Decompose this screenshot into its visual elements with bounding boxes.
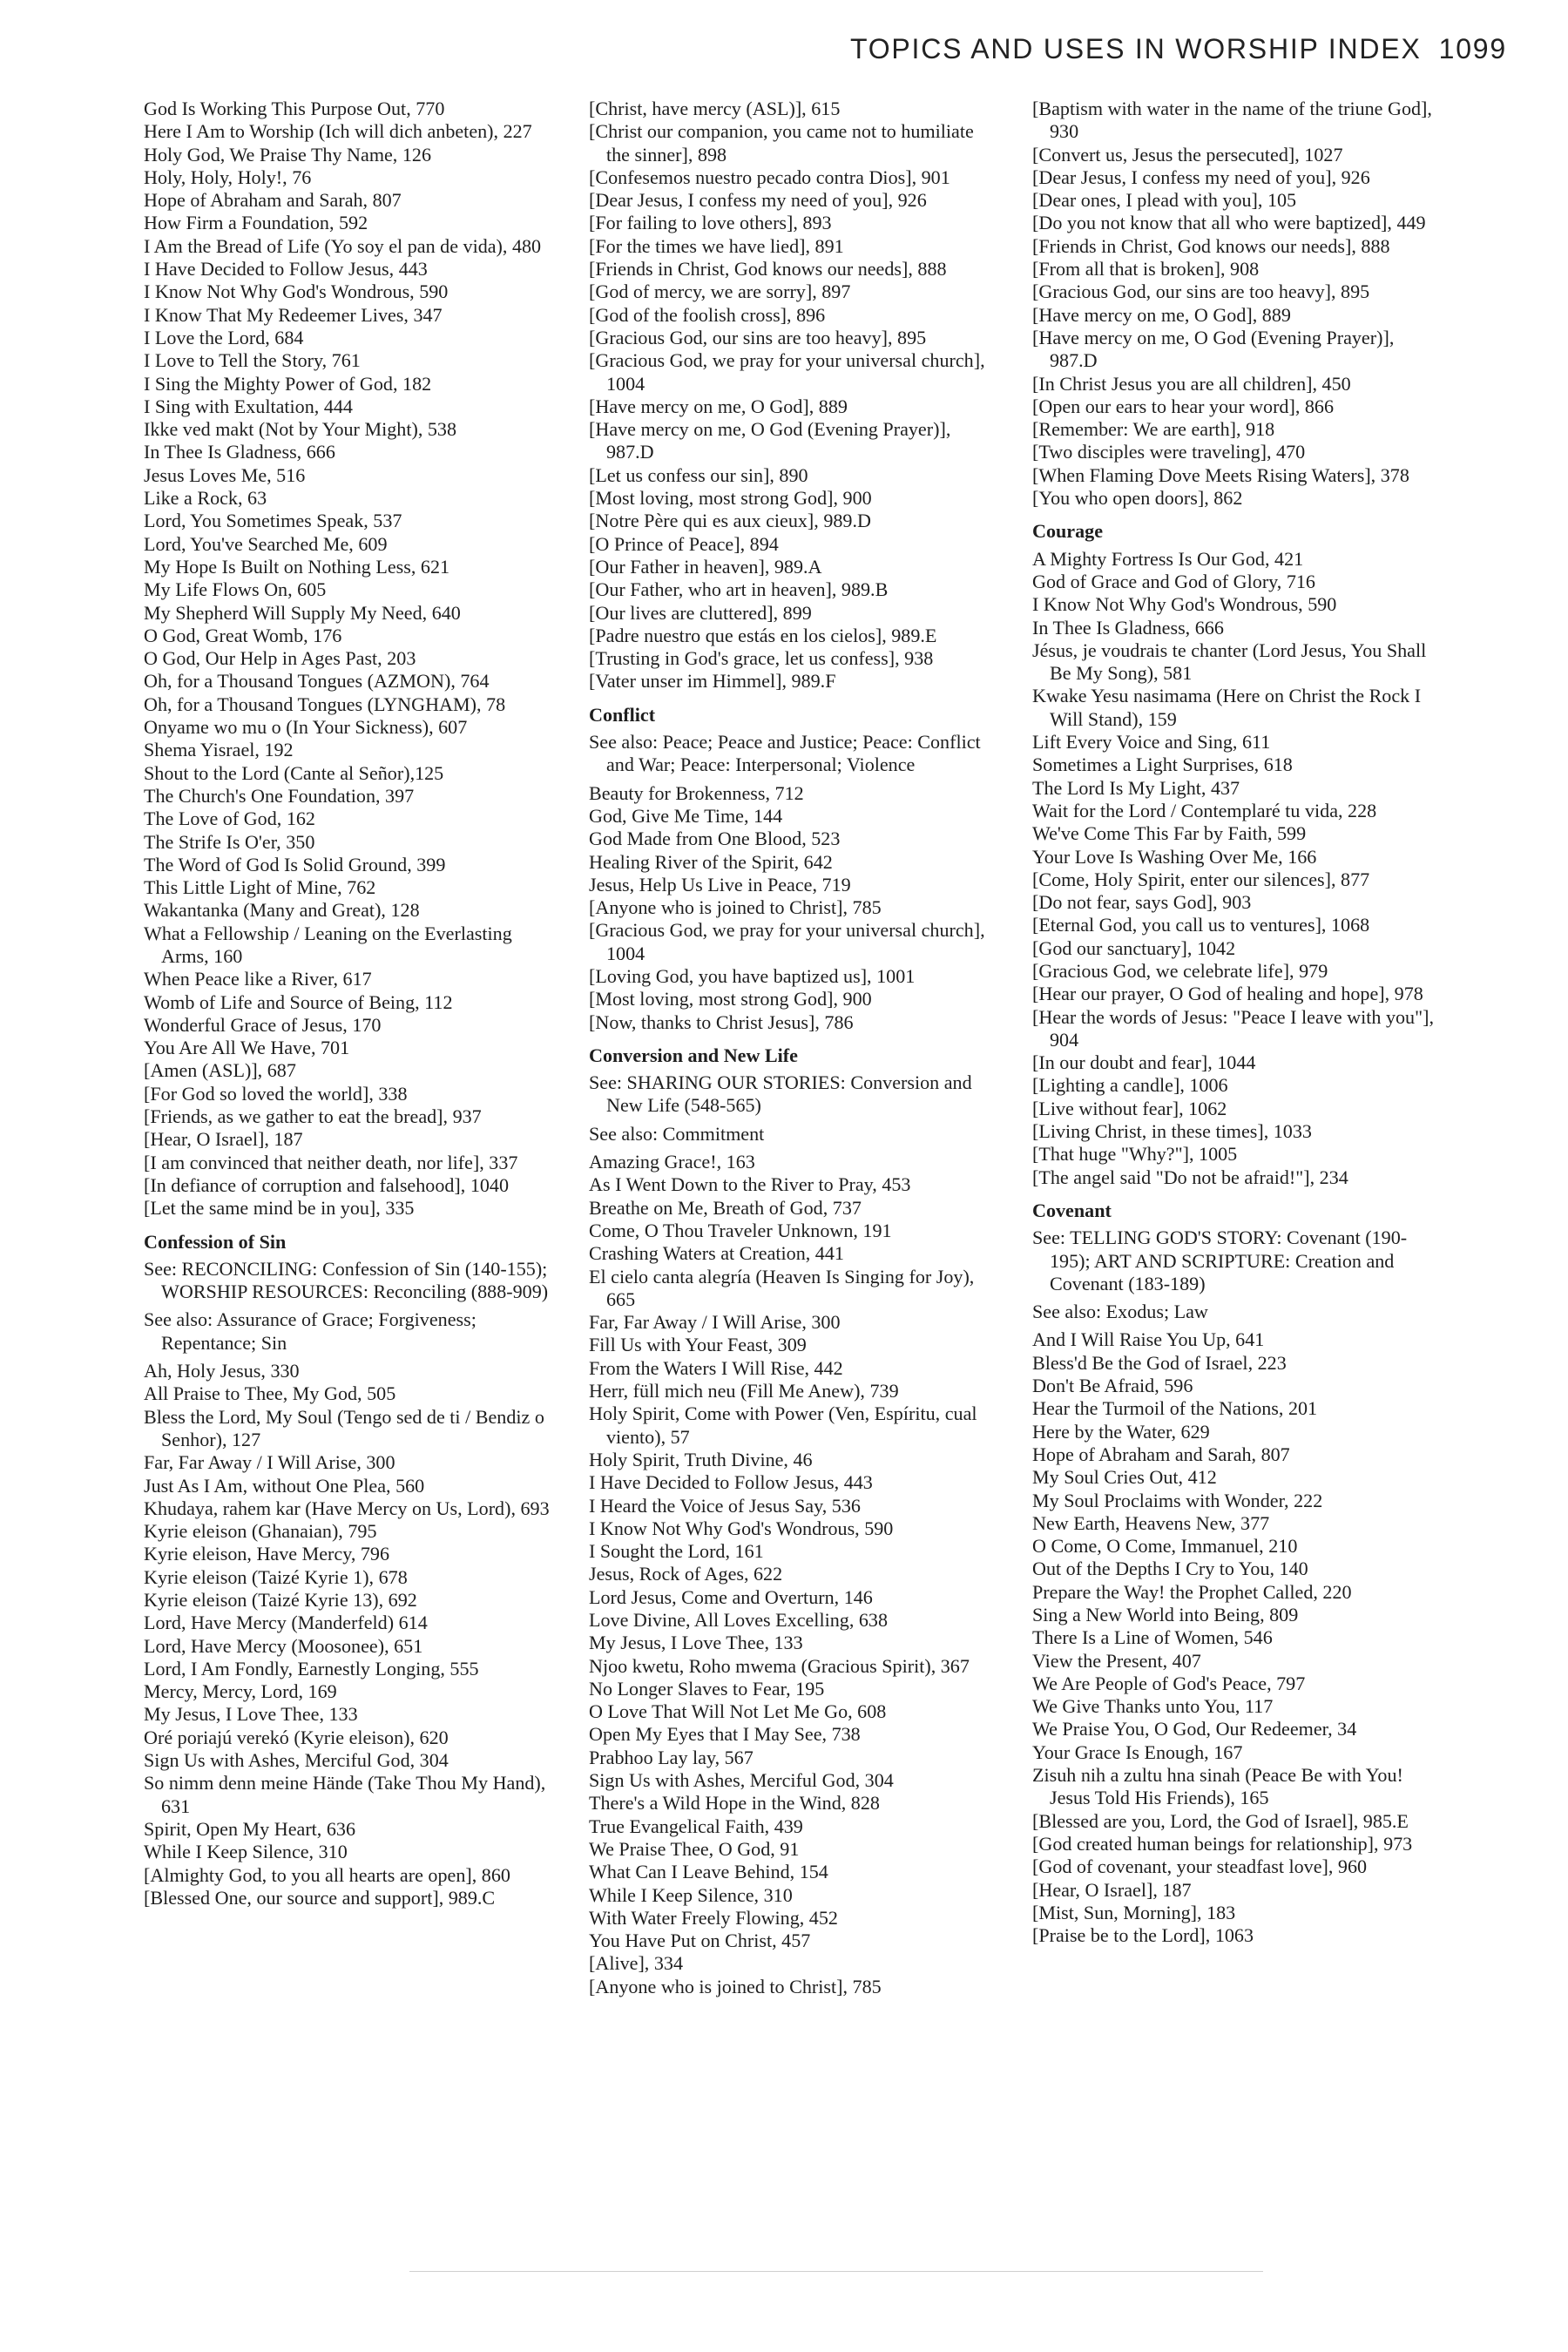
see-reference: See: RECONCILING: Confession of Sin (140-155); WORSHIP RESOURCES: Reconciling (888-909) (144, 1257, 549, 1303)
index-entry: Don't Be Afraid, 596 (1032, 1375, 1193, 1397)
index-entry: [Hear our prayer, O God of healing and hope], 978 (1032, 983, 1423, 1005)
see-also-reference: See also: Exodus; Law (1032, 1301, 1208, 1323)
continued-entries (589, 98, 998, 693)
index-entry: All Praise to Thee, My God, 505 (144, 1382, 396, 1405)
index-entry: Breathe on Me, Breath of God, 737 (589, 1196, 862, 1219)
index-entry: Ikke ved makt (Not by Your Might), 538 (144, 418, 457, 441)
index-entry: Bless'd Be the God of Israel, 223 (1032, 1351, 1287, 1374)
index-entry: Here I Am to Worship (Ich will dich anbeten), 227 (144, 120, 532, 143)
index-entry: Crashing Waters at Creation, 441 (589, 1242, 844, 1265)
index-entry: Holy Spirit, Come with Power (Ven, Espíritu, cual viento), 57 (589, 1402, 977, 1448)
index-entry: [Have mercy on me, O God], 889 (589, 395, 848, 417)
index-entry: [Two disciples were traveling], 470 (1032, 441, 1306, 463)
index-entry: [From all that is broken], 908 (1032, 258, 1260, 280)
index-entry: Kyrie eleison (Taizé Kyrie 13), 692 (144, 1589, 417, 1611)
index-entry: Shout to the Lord (Cante al Señor),125 (144, 761, 444, 784)
page-header (850, 33, 1507, 65)
index-entry: [O Prince of Peace], 894 (589, 532, 779, 555)
index-entry: [I am convinced that neither death, nor life], 337 (144, 1151, 518, 1173)
index-entry: Your Love Is Washing Over Me, 166 (1032, 845, 1317, 868)
index-entry: As I Went Down to the River to Pray, 453 (589, 1173, 911, 1196)
index-entry: Wait for the Lord / Contemplaré tu vida, 228 (1032, 799, 1377, 821)
index-entry: We Praise You, O God, Our Redeemer, 34 (1032, 1718, 1357, 1740)
index-entry: [Notre Père qui es aux cieux], 989.D (589, 510, 871, 532)
index-entry: There Is a Line of Women, 546 (1032, 1626, 1273, 1649)
index-entry: Lift Every Voice and Sing, 611 (1032, 731, 1271, 754)
index-entry: The Love of God, 162 (144, 808, 315, 830)
see-also-reference: See also: Peace; Peace and Justice; Peace: Conflict and War; Peace: Interpersonal; Violence (589, 731, 981, 776)
index-entry: [For failing to love others], 893 (589, 212, 832, 234)
index-entry: [God created human beings for relationship], 973 (1032, 1832, 1413, 1855)
index-entry: [Praise be to the Lord], 1063 (1032, 1924, 1254, 1947)
index-entry: A Mighty Fortress Is Our God, 421 (1032, 547, 1304, 570)
index-entry: Oh, for a Thousand Tongues (LYNGHAM), 78 (144, 693, 506, 715)
index-entry: [Friends, as we gather to eat the bread], 937 (144, 1105, 482, 1128)
index-entry: With Water Freely Flowing, 452 (589, 1906, 838, 1929)
see-reference: See: TELLING GOD'S STORY: Covenant (190-195); ART AND SCRIPTURE: Creation and Covenant (183-189) (1032, 1227, 1408, 1294)
index-entry: Your Grace Is Enough, 167 (1032, 1740, 1243, 1763)
index-entry: [In our doubt and fear], 1044 (1032, 1051, 1256, 1074)
index-entry: [In defiance of corruption and falsehood], 1040 (144, 1173, 510, 1196)
index-entry: [Anyone who is joined to Christ], 785 (589, 1975, 882, 1997)
index-entry: [Anyone who is joined to Christ], 785 (589, 896, 882, 919)
index-entry: Sometimes a Light Surprises, 618 (1032, 754, 1293, 776)
index-entry: O Come, O Come, Immanuel, 210 (1032, 1535, 1298, 1558)
index-entry: When Peace like a River, 617 (144, 968, 372, 990)
index-entry: Shema Yisrael, 192 (144, 739, 294, 761)
index-entry: My Life Flows On, 605 (144, 578, 327, 601)
index-entry: So nimm denn meine Hände (Take Thou My Hand), 631 (144, 1772, 546, 1817)
index-entry: Hear the Turmoil of the Nations, 201 (1032, 1397, 1318, 1420)
index-entry: Jesus, Rock of Ages, 622 (589, 1563, 783, 1585)
index-entry: Holy, Holy, Holy!, 76 (144, 166, 312, 188)
confession-entries (144, 1360, 553, 1909)
covenant-entries (1032, 1328, 1442, 1947)
index-entry: The Word of God Is Solid Ground, 399 (144, 853, 446, 875)
index-column-1 (144, 98, 553, 1909)
index-entry: [Vater unser im Himmel], 989.F (589, 670, 836, 693)
index-entry: Sing a New World into Being, 809 (1032, 1604, 1299, 1625)
index-entry: Out of the Depths I Cry to You, 140 (1032, 1558, 1308, 1580)
index-entry: Love Divine, All Loves Excelling, 638 (589, 1609, 889, 1631)
index-entry: [Remember: We are earth], 918 (1032, 418, 1275, 441)
index-entry: Lord, I Am Fondly, Earnestly Longing, 555 (144, 1657, 479, 1680)
section-heading-covenant: Covenant (1032, 1199, 1112, 1221)
index-entry: My Shepherd Will Supply My Need, 640 (144, 601, 461, 624)
index-entry: [Open our ears to hear your word], 866 (1032, 395, 1335, 417)
index-entry: New Earth, Heavens New, 377 (1032, 1511, 1270, 1534)
index-entry: [Gracious God, our sins are too heavy], 895 (1032, 280, 1370, 303)
index-entry: Wonderful Grace of Jesus, 170 (144, 1013, 382, 1036)
index-entry: I Am the Bread of Life (Yo soy el pan de vida), 480 (144, 234, 542, 257)
index-entry: [Let us confess our sin], 890 (589, 463, 808, 486)
index-entry: We Praise Thee, O God, 91 (589, 1837, 800, 1860)
index-entry: [In Christ Jesus you are all children], 450 (1032, 372, 1351, 395)
index-entry: You Are All We Have, 701 (144, 1037, 350, 1059)
index-entry: I Know That My Redeemer Lives, 347 (144, 303, 443, 326)
index-entry: [Almighty God, to you all hearts are open], 860 (144, 1863, 510, 1886)
index-entry: Just As I Am, without One Plea, 560 (144, 1474, 425, 1497)
index-entry: Jesus Loves Me, 516 (144, 463, 306, 486)
index-entry: Far, Far Away / I Will Arise, 300 (589, 1311, 841, 1334)
index-entry: Prabhoo Lay lay, 567 (589, 1746, 754, 1768)
index-entry: Onyame wo mu o (In Your Sickness), 607 (144, 716, 468, 739)
index-entry: Hope of Abraham and Sarah, 807 (1032, 1443, 1290, 1465)
index-column-3 (1032, 98, 1442, 1947)
index-entry: God, Give Me Time, 144 (589, 804, 783, 827)
index-entry: Beauty for Brokenness, 712 (589, 781, 804, 804)
index-entry: Oh, for a Thousand Tongues (AZMON), 764 (144, 670, 490, 693)
index-entry: God of Grace and God of Glory, 716 (1032, 570, 1315, 592)
index-entry: Prepare the Way! the Prophet Called, 220 (1032, 1580, 1352, 1603)
index-entry: Zisuh nih a zultu hna sinah (Peace Be with You! Jesus Told His Friends), 165 (1032, 1764, 1403, 1809)
index-entry: Lord, Have Mercy (Moosonee), 651 (144, 1634, 423, 1657)
conversion-entries (589, 1151, 998, 1998)
index-entry: Amazing Grace!, 163 (589, 1151, 755, 1173)
index-entry: Spirit, Open My Heart, 636 (144, 1817, 355, 1840)
index-entry: [Most loving, most strong God], 900 (589, 487, 872, 510)
index-entry: Lord, Have Mercy (Manderfeld) 614 (144, 1612, 428, 1634)
index-entry: [Mist, Sun, Morning], 183 (1032, 1901, 1236, 1923)
index-entry: The Strife Is O'er, 350 (144, 830, 315, 853)
index-entry: In Thee Is Gladness, 666 (144, 441, 335, 463)
section-heading-confession-of-sin: Confession of Sin (144, 1230, 287, 1253)
index-entry: I Heard the Voice of Jesus Say, 536 (589, 1494, 861, 1517)
index-entry: Kyrie eleison (Ghanaian), 795 (144, 1520, 377, 1543)
index-entry: El cielo canta alegría (Heaven Is Singing for Joy), 665 (589, 1265, 975, 1310)
index-entry: [Dear ones, I plead with you], 105 (1032, 189, 1297, 212)
index-entry: What a Fellowship / Leaning on the Everlasting Arms, 160 (144, 922, 512, 967)
index-entry: O God, Great Womb, 176 (144, 624, 342, 646)
index-entry: Khudaya, rahem kar (Have Mercy on Us, Lord), 693 (144, 1497, 550, 1519)
index-entry: Kyrie eleison, Have Mercy, 796 (144, 1543, 390, 1565)
footer-rule (409, 2271, 1263, 2272)
section-heading-conversion: Conversion and New Life (589, 1044, 798, 1066)
index-entry: Lord, You've Searched Me, 609 (144, 532, 388, 555)
index-entry: [Hear the words of Jesus: "Peace I leave with you"], 904 (1032, 1005, 1434, 1051)
index-entry: [God our sanctuary], 1042 (1032, 936, 1236, 959)
index-entry: [Loving God, you have baptized us], 1001 (589, 964, 916, 987)
index-entry: I Have Decided to Follow Jesus, 443 (144, 258, 428, 280)
index-entry: [When Flaming Dove Meets Rising Waters], 378 (1032, 463, 1409, 486)
index-entry: Sign Us with Ashes, Merciful God, 304 (589, 1769, 894, 1792)
index-entry: I Know Not Why God's Wondrous, 590 (589, 1517, 894, 1539)
index-entry: O God, Our Help in Ages Past, 203 (144, 647, 416, 670)
index-column-2 (589, 98, 998, 1998)
index-entry: [Confesemos nuestro pecado contra Dios], 901 (589, 166, 950, 188)
index-entry: [For the times we have lied], 891 (589, 234, 844, 257)
index-entry: [For God so loved the world], 338 (144, 1082, 408, 1105)
index-entry: [Have mercy on me, O God], 889 (1032, 303, 1291, 326)
index-entry: [Padre nuestro que estás en los cielos], 989.E (589, 624, 937, 646)
index-entry: Kyrie eleison (Taizé Kyrie 1), 678 (144, 1565, 408, 1588)
index-entry: [Live without fear], 1062 (1032, 1097, 1227, 1119)
index-entry: [Our Father in heaven], 989.A (589, 555, 822, 578)
conflict-entries (589, 782, 998, 1034)
index-entry: [God of mercy, we are sorry], 897 (589, 280, 851, 303)
index-entry: Bless the Lord, My Soul (Tengo sed de ti / Bendiz o Senhor), 127 (144, 1405, 544, 1450)
continued-entries (144, 98, 553, 1220)
index-entry: [Eternal God, you call us to ventures], 1068 (1032, 914, 1370, 936)
index-entry: Fill Us with Your Feast, 309 (589, 1334, 807, 1356)
see-also-reference: See also: Assurance of Grace; Forgiveness; Repentance; Sin (144, 1308, 476, 1354)
continued-entries (1032, 98, 1442, 510)
index-entry: [Baptism with water in the name of the triune God], 930 (1032, 98, 1432, 143)
index-entry: [Friends in Christ, God knows our needs], 888 (1032, 234, 1390, 257)
index-entry: [Christ our companion, you came not to humiliate the sinner], 898 (589, 120, 974, 166)
index-entry: [The angel said "Do not be afraid!"], 234 (1032, 1166, 1348, 1188)
index-entry: [Do you not know that all who were baptized], 449 (1032, 212, 1426, 234)
index-entry: My Jesus, I Love Thee, 133 (144, 1703, 358, 1726)
index-entry: Far, Far Away / I Will Arise, 300 (144, 1451, 395, 1474)
index-title: TOPICS AND USES IN WORSHIP INDEX (849, 33, 1422, 64)
index-entry: My Soul Proclaims with Wonder, 222 (1032, 1489, 1323, 1511)
index-entry: There's a Wild Hope in the Wind, 828 (589, 1792, 880, 1815)
index-entry: We've Come This Far by Faith, 599 (1032, 822, 1307, 845)
index-entry: [Most loving, most strong God], 900 (589, 988, 872, 1010)
index-entry: While I Keep Silence, 310 (144, 1841, 348, 1863)
index-entry: We Give Thanks unto You, 117 (1032, 1695, 1274, 1718)
index-entry: Lord Jesus, Come and Overturn, 146 (589, 1585, 873, 1608)
index-entry: [Dear Jesus, I confess my need of you], 926 (589, 189, 927, 212)
index-entry: My Jesus, I Love Thee, 133 (589, 1632, 803, 1654)
index-entry: Holy God, We Praise Thy Name, 126 (144, 143, 431, 166)
index-entry: The Church's One Foundation, 397 (144, 784, 415, 807)
index-entry: Open My Eyes that I May See, 738 (589, 1723, 861, 1746)
index-entry: [Our Father, who art in heaven], 989.B (589, 578, 889, 601)
index-entry: From the Waters I Will Rise, 442 (589, 1356, 843, 1379)
courage-entries (1032, 548, 1442, 1189)
index-entry: [Now, thanks to Christ Jesus], 786 (589, 1010, 854, 1033)
index-entry: We Are People of God's Peace, 797 (1032, 1672, 1306, 1694)
section-heading-courage: Courage (1032, 520, 1103, 543)
index-entry: [Living Christ, in these times], 1033 (1032, 1120, 1312, 1143)
index-entry: Here by the Water, 629 (1032, 1420, 1210, 1443)
index-entry: I Know Not Why God's Wondrous, 590 (144, 280, 449, 303)
index-entry: What Can I Leave Behind, 154 (589, 1861, 828, 1883)
index-entry: Njoo kwetu, Roho mwema (Gracious Spirit), 367 (589, 1654, 970, 1677)
index-entry: Wakantanka (Many and Great), 128 (144, 899, 420, 922)
index-entry: In Thee Is Gladness, 666 (1032, 616, 1224, 639)
index-entry: [Gracious God, we celebrate life], 979 (1032, 959, 1328, 982)
index-entry: God Made from One Blood, 523 (589, 828, 841, 850)
index-entry: I Know Not Why God's Wondrous, 590 (1032, 593, 1337, 616)
index-entry: [You who open doors], 862 (1032, 487, 1243, 510)
index-entry: No Longer Slaves to Fear, 195 (589, 1677, 825, 1700)
index-entry: My Soul Cries Out, 412 (1032, 1466, 1217, 1489)
index-entry: [Gracious God, we pray for your universal church], 1004 (589, 349, 985, 395)
index-entry: [Have mercy on me, O God (Evening Prayer)], 987.D (1032, 326, 1395, 372)
index-entry: [Christ, have mercy (ASL)], 615 (589, 98, 841, 119)
index-entry: [God of the foolish cross], 896 (589, 303, 826, 326)
index-entry: [Gracious God, our sins are too heavy], 895 (589, 326, 927, 348)
index-entry: [Blessed are you, Lord, the God of Israel], 985.E (1032, 1809, 1409, 1832)
index-entry: View the Present, 407 (1032, 1649, 1201, 1672)
index-entry: Jesus, Help Us Live in Peace, 719 (589, 873, 851, 896)
index-entry: Oré poriajú verekó (Kyrie eleison), 620 (144, 1726, 449, 1748)
index-entry: True Evangelical Faith, 439 (589, 1815, 803, 1837)
index-entry: My Hope Is Built on Nothing Less, 621 (144, 555, 450, 578)
see-also-reference: See also: Commitment (589, 1122, 765, 1145)
index-entry: Mercy, Mercy, Lord, 169 (144, 1680, 337, 1703)
index-entry: God Is Working This Purpose Out, 770 (144, 98, 445, 119)
index-entry: [Trusting in God's grace, let us confess], 938 (589, 647, 934, 670)
index-entry: [Hear, O Israel], 187 (1032, 1878, 1192, 1901)
index-entry: Like a Rock, 63 (144, 487, 267, 510)
index-entry: I Love the Lord, 684 (144, 326, 304, 348)
index-entry: [Blessed One, our source and support], 989.C (144, 1886, 496, 1909)
index-entry: [Gracious God, we pray for your universal church], 1004 (589, 919, 985, 964)
index-entry: Jésus, je voudrais te chanter (Lord Jesus, You Shall Be My Song), 581 (1032, 639, 1427, 685)
index-entry: [Alive], 334 (589, 1952, 683, 1975)
index-entry: While I Keep Silence, 310 (589, 1883, 793, 1906)
index-entry: I Sought the Lord, 161 (589, 1540, 764, 1563)
index-entry: The Lord Is My Light, 437 (1032, 776, 1240, 799)
index-entry: Sign Us with Ashes, Merciful God, 304 (144, 1749, 449, 1772)
index-entry: [Amen (ASL)], 687 (144, 1059, 296, 1082)
page-number: 1099 (1438, 33, 1507, 64)
index-entry: I Have Decided to Follow Jesus, 443 (589, 1471, 873, 1494)
index-entry: [Come, Holy Spirit, enter our silences], 877 (1032, 868, 1370, 890)
index-entry: [Lighting a candle], 1006 (1032, 1074, 1228, 1097)
index-entry: [Our lives are cluttered], 899 (589, 601, 812, 624)
index-entry: [Dear Jesus, I confess my need of you], 926 (1032, 166, 1370, 188)
index-entry: [Convert us, Jesus the persecuted], 1027 (1032, 143, 1343, 166)
index-entry: Womb of Life and Source of Being, 112 (144, 990, 453, 1013)
index-entry: [Have mercy on me, O God (Evening Prayer)], 987.D (589, 418, 951, 463)
index-entry: Holy Spirit, Truth Divine, 46 (589, 1448, 813, 1470)
index-entry: Kwake Yesu nasimama (Here on Christ the Rock I Will Stand), 159 (1032, 685, 1422, 730)
index-entry: I Love to Tell the Story, 761 (144, 349, 361, 372)
index-entry: I Sing with Exultation, 444 (144, 395, 353, 417)
index-entry: Hope of Abraham and Sarah, 807 (144, 189, 402, 212)
index-entry: You Have Put on Christ, 457 (589, 1930, 811, 1952)
index-entry: And I Will Raise You Up, 641 (1032, 1328, 1265, 1351)
section-heading-conflict: Conflict (589, 703, 656, 726)
index-entry: How Firm a Foundation, 592 (144, 212, 368, 234)
index-entry: [Friends in Christ, God knows our needs], 888 (589, 258, 947, 280)
index-entry: Come, O Thou Traveler Unknown, 191 (589, 1219, 892, 1241)
index-entry: This Little Light of Mine, 762 (144, 876, 376, 899)
see-reference: See: SHARING OUR STORIES: Conversion and New Life (548-565) (589, 1071, 972, 1117)
index-entry: [Do not fear, says God], 903 (1032, 891, 1252, 914)
index-entry: [Let the same mind be in you], 335 (144, 1197, 415, 1220)
index-entry: Lord, You Sometimes Speak, 537 (144, 510, 402, 532)
index-entry: [Hear, O Israel], 187 (144, 1128, 303, 1151)
index-entry: O Love That Will Not Let Me Go, 608 (589, 1700, 887, 1723)
index-entry: Ah, Holy Jesus, 330 (144, 1360, 300, 1382)
index-entry: Healing River of the Spirit, 642 (589, 850, 833, 873)
index-entry: [That huge "Why?"], 1005 (1032, 1143, 1238, 1166)
index-entry: [God of covenant, your steadfast love], 960 (1032, 1855, 1368, 1878)
index-entry: Herr, füll mich neu (Fill Me Anew), 739 (589, 1380, 899, 1402)
index-entry: I Sing the Mighty Power of God, 182 (144, 372, 432, 395)
